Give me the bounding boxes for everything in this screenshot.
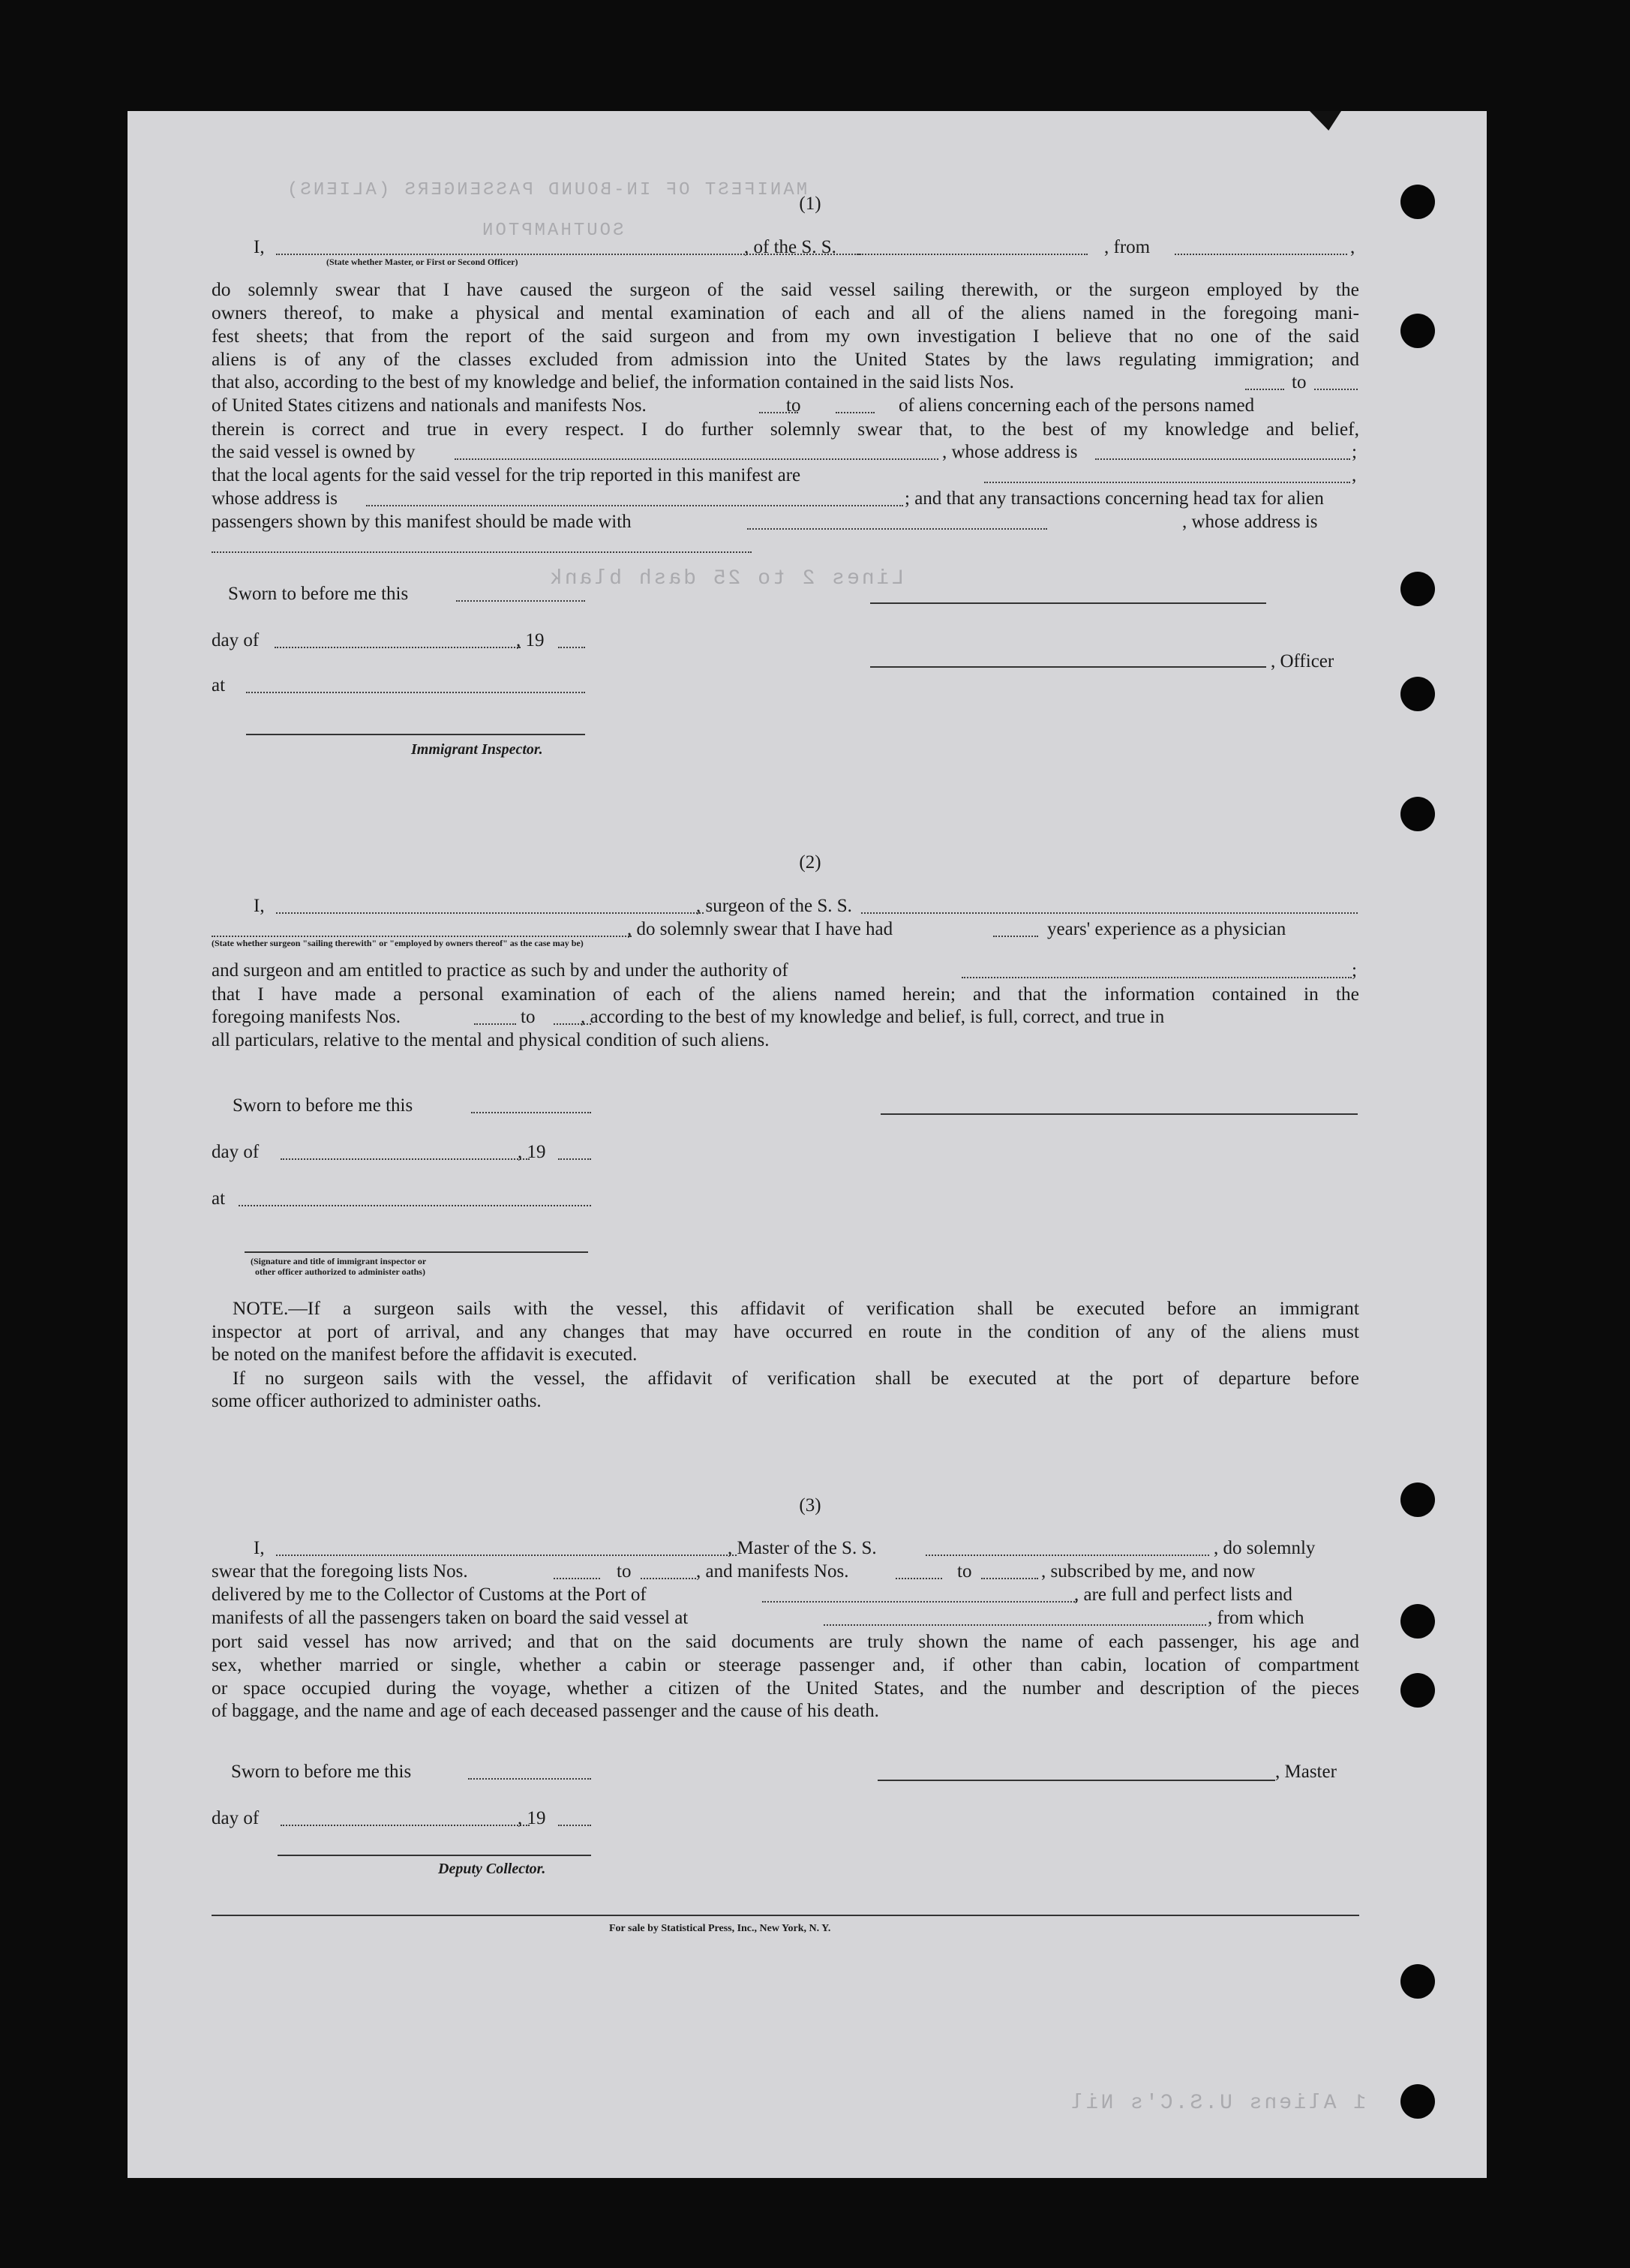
s2-correctness-text: , according to the best of my knowledge and belief, is full, correct, and true in bbox=[581, 1007, 1165, 1027]
punch-hole bbox=[1400, 677, 1435, 711]
punch-hole bbox=[1400, 572, 1435, 606]
s1-head-tax-text: ; and that any transactions concerning head tax for alien bbox=[905, 488, 1324, 509]
s1-agent-address-field[interactable] bbox=[366, 505, 903, 506]
s2-surgeon-status-caption: (State whether surgeon "sailing therewith" or "employed by owners thereof" as the case may be) bbox=[212, 938, 584, 948]
s2-sworn-date-field[interactable] bbox=[471, 1112, 591, 1113]
s3-sworn-label: Sworn to before me this bbox=[231, 1762, 412, 1782]
s1-oath-line-1: do solemnly swear that I have caused the surgeon of the said vessel sailing therewith, or the surgeon employed by the bbox=[212, 278, 1359, 300]
s1-sworn-label: Sworn to before me this bbox=[228, 584, 409, 604]
s3-manifests-to-label: to bbox=[957, 1561, 972, 1582]
bleed-through-totals: 1 Aliens U.S.C's Nil bbox=[1069, 2092, 1367, 2115]
s3-master-signature-line[interactable] bbox=[878, 1780, 1275, 1781]
bleed-through-lines-note: Lines 2 to 25 dash blank bbox=[548, 567, 905, 590]
document-page bbox=[128, 111, 1487, 2178]
s1-year-field[interactable] bbox=[558, 647, 585, 648]
s1-lists-to-label: to bbox=[1292, 372, 1307, 392]
s1-head-tax-label: passengers shown by this manifest should be made with bbox=[212, 512, 632, 532]
s1-master-signature-line[interactable] bbox=[870, 602, 1266, 604]
s2-manifests-from-field[interactable] bbox=[474, 1023, 516, 1025]
footer-rule bbox=[212, 1915, 1359, 1916]
s1-rank-caption: (State whether Master, or First or Second Officer) bbox=[326, 257, 518, 267]
s2-semicolon: ; bbox=[1352, 960, 1357, 981]
s3-day-of-label: day of bbox=[212, 1808, 260, 1828]
footer-printer: For sale by Statistical Press, Inc., New York, N. Y. bbox=[609, 1923, 831, 1934]
s3-master-of-ss-label: , Master of the S. S. bbox=[728, 1538, 877, 1558]
s3-manifests-label: , and manifests Nos. bbox=[696, 1561, 849, 1582]
s2-note-line-5: some officer authorized to administer oaths. bbox=[212, 1391, 542, 1411]
s1-semicolon: ; bbox=[1352, 442, 1357, 462]
s1-owned-by-label: the said vessel is owned by bbox=[212, 442, 416, 462]
s3-port-field[interactable] bbox=[762, 1601, 1077, 1603]
s1-from-port-field[interactable] bbox=[1175, 254, 1347, 255]
s1-inspector-signature-line[interactable] bbox=[246, 734, 585, 735]
s3-collector-signature-line[interactable] bbox=[278, 1855, 591, 1856]
s2-year-label: , 19 bbox=[518, 1142, 546, 1162]
punch-hole bbox=[1400, 314, 1435, 348]
s1-comma: , bbox=[1350, 237, 1355, 257]
s1-oath-line-5: that also, according to the best of my knowledge and belief, the information contained in the said lists Nos. bbox=[212, 372, 1014, 392]
s3-i: I, bbox=[254, 1538, 265, 1558]
s1-year-label: , 19 bbox=[516, 630, 545, 650]
s1-oath-line-3: fest sheets; that from the report of the said surgeon and from my own investigation I believe that no one of the said bbox=[212, 325, 1359, 347]
s1-manifests-to-label: to bbox=[786, 395, 801, 416]
s1-at-label: at bbox=[212, 675, 226, 695]
bleed-through-port: SOUTHAMPTON bbox=[480, 221, 624, 241]
s3-master-name-field[interactable] bbox=[276, 1555, 737, 1556]
s3-lists-from-field[interactable] bbox=[554, 1578, 600, 1579]
s1-owner-field[interactable] bbox=[455, 458, 938, 460]
s1-owner-address-field[interactable] bbox=[1095, 458, 1350, 460]
s2-inspector-signature-line[interactable] bbox=[245, 1251, 588, 1253]
s2-authority-text: and surgeon and am entitled to practice as such by and under the authority of bbox=[212, 960, 788, 981]
s2-surgeon-status-field[interactable] bbox=[212, 936, 632, 937]
s2-experience-text: , do solemnly swear that I have had bbox=[627, 919, 893, 939]
s1-head-tax-address-label: , whose address is bbox=[1182, 512, 1318, 532]
s3-year-label: , 19 bbox=[518, 1808, 546, 1828]
punch-hole bbox=[1400, 1964, 1435, 1999]
s1-head-tax-address-field[interactable] bbox=[212, 551, 752, 553]
s1-oath-line-7: therein is correct and true in every respect. I do further solemnly swear that, to the best of my knowledge and belief, bbox=[212, 418, 1359, 440]
s1-officer-label: , Officer bbox=[1271, 651, 1334, 671]
s3-from-which-text: , from which bbox=[1208, 1608, 1304, 1628]
s2-year-field[interactable] bbox=[558, 1158, 591, 1160]
punch-hole bbox=[1400, 1604, 1435, 1639]
punch-hole bbox=[1400, 1482, 1435, 1517]
s1-at-place-field[interactable] bbox=[246, 692, 585, 693]
s2-sworn-label: Sworn to before me this bbox=[233, 1095, 413, 1116]
s1-agents-label: that the local agents for the said vessel for the trip reported in this manifest are bbox=[212, 465, 801, 485]
s1-sworn-date-field[interactable] bbox=[456, 600, 585, 602]
s3-lists-to-label: to bbox=[617, 1561, 632, 1582]
s1-agents-field[interactable] bbox=[984, 482, 1350, 483]
s3-manifests-to-field[interactable] bbox=[981, 1578, 1038, 1579]
s2-surgeon-signature-line[interactable] bbox=[881, 1113, 1358, 1115]
section-1-number: (1) bbox=[799, 194, 821, 214]
s1-oath-line-6a: of United States citizens and nationals and manifests Nos. bbox=[212, 395, 647, 416]
s1-manifests-to-field[interactable] bbox=[836, 412, 875, 413]
s1-agent-address-label: whose address is bbox=[212, 488, 338, 509]
s1-oath-line-2: owners thereof, to make a physical and mental examination of each and all of the aliens named in the foregoing mani- bbox=[212, 302, 1359, 323]
s1-i: I, bbox=[254, 237, 265, 257]
s3-manifests-from-field[interactable] bbox=[896, 1578, 942, 1579]
s1-from-label: , from bbox=[1104, 237, 1151, 257]
s3-master-label: , Master bbox=[1275, 1762, 1337, 1782]
s3-vessel-name-field[interactable] bbox=[926, 1555, 1209, 1556]
s2-surgeon-of-ss-label: , surgeon of the S. S. bbox=[696, 896, 852, 916]
s1-vessel-name-field[interactable] bbox=[857, 254, 1088, 255]
s1-head-tax-party-field[interactable] bbox=[747, 528, 1047, 530]
s2-day-month-field[interactable] bbox=[281, 1158, 530, 1160]
s1-owner-address-label: , whose address is bbox=[942, 442, 1078, 462]
s3-lists-label: swear that the foregoing lists Nos. bbox=[212, 1561, 468, 1582]
s2-day-of-label: day of bbox=[212, 1142, 260, 1162]
s1-inspector-caption: Immigrant Inspector. bbox=[411, 741, 543, 758]
s2-physician-text: years' experience as a physician bbox=[1047, 919, 1286, 939]
s2-manifests-label: foregoing manifests Nos. bbox=[212, 1007, 401, 1027]
s3-departure-port-field[interactable] bbox=[824, 1624, 1206, 1626]
s3-manifests-passengers-text: manifests of all the passengers taken on board the said vessel at bbox=[212, 1608, 689, 1628]
s1-day-month-field[interactable] bbox=[275, 647, 521, 648]
s2-vessel-name-field[interactable] bbox=[861, 912, 1358, 914]
s1-officer-signature-line[interactable] bbox=[870, 666, 1266, 668]
s2-manifests-to-label: to bbox=[521, 1007, 536, 1027]
s3-oath-line-8: of baggage, and the name and age of each deceased passenger and the cause of his death. bbox=[212, 1701, 879, 1721]
s3-oath-line-7: or space occupied during the voyage, whether a citizen of the United States, and the number and description of the pieces bbox=[212, 1677, 1359, 1699]
s2-at-place-field[interactable] bbox=[239, 1205, 591, 1206]
s2-signature-caption-1: (Signature and title of immigrant inspector or bbox=[251, 1256, 427, 1266]
s3-delivered-text: delivered by me to the Collector of Customs at the Port of bbox=[212, 1585, 647, 1605]
s3-day-month-field[interactable] bbox=[281, 1825, 530, 1826]
s2-note-line-1: NOTE.—If a surgeon sails with the vessel, this affidavit of verification shall be executed before an immigrant bbox=[233, 1297, 1359, 1319]
s1-lists-from-field[interactable] bbox=[1245, 389, 1284, 390]
section-3-number: (3) bbox=[799, 1495, 821, 1516]
s2-signature-caption-2: other officer authorized to administer oaths) bbox=[255, 1266, 425, 1277]
s1-day-of-label: day of bbox=[212, 630, 260, 650]
s3-subscribed-text: , subscribed by me, and now bbox=[1041, 1561, 1256, 1582]
s2-note-line-3: be noted on the manifest before the affidavit is executed. bbox=[212, 1344, 638, 1365]
s3-oath-line-6: sex, whether married or single, whether a cabin or steerage passenger and, if other than cabin, location of compartment bbox=[212, 1654, 1359, 1675]
s3-collector-caption: Deputy Collector. bbox=[438, 1861, 546, 1877]
punch-hole bbox=[1400, 185, 1435, 219]
s2-authority-field[interactable] bbox=[962, 977, 1352, 978]
s1-of-ss-label: , of the S. S. bbox=[744, 237, 836, 257]
s3-lists-to-field[interactable] bbox=[641, 1578, 696, 1579]
s2-years-field[interactable] bbox=[993, 936, 1038, 937]
s3-perfect-lists-text: , are full and perfect lists and bbox=[1074, 1585, 1292, 1605]
s3-sworn-date-field[interactable] bbox=[468, 1778, 591, 1780]
s3-oath-line-5: port said vessel has now arrived; and that on the said documents are truly shown the name of each passenger, his age and bbox=[212, 1630, 1359, 1652]
s2-examination-line: that I have made a personal examination of each of the aliens named herein; and that the information contained in the bbox=[212, 983, 1359, 1005]
s2-note-line-2: inspector at port of arrival, and any changes that may have occurred en route in the condition of any of the aliens must bbox=[212, 1320, 1359, 1342]
s1-oath-line-6c: of aliens concerning each of the persons named bbox=[899, 395, 1255, 416]
s1-oath-line-4: aliens is of any of the classes excluded from admission into the United States by the laws regulating immigration; and bbox=[212, 348, 1359, 370]
s3-solemnly-label: , do solemnly bbox=[1214, 1538, 1316, 1558]
torn-corner-mark bbox=[1310, 111, 1341, 131]
punch-hole bbox=[1400, 797, 1435, 831]
s1-agents-comma: , bbox=[1352, 465, 1357, 485]
punch-hole bbox=[1400, 1673, 1435, 1708]
s3-year-field[interactable] bbox=[558, 1825, 591, 1826]
s2-i: I, bbox=[254, 896, 265, 916]
punch-hole bbox=[1400, 2084, 1435, 2119]
s2-at-label: at bbox=[212, 1188, 226, 1209]
s2-note-line-4: If no surgeon sails with the vessel, the affidavit of verification shall be executed at the port of departure before bbox=[233, 1367, 1359, 1389]
s1-lists-to-field[interactable] bbox=[1314, 389, 1358, 390]
bleed-through-heading: MANIFEST OF IN-BOUND PASSENGERS (ALIENS) bbox=[285, 180, 808, 200]
s2-particulars-line: all particulars, relative to the mental and physical condition of such aliens. bbox=[212, 1030, 770, 1050]
s2-surgeon-name-field[interactable] bbox=[276, 912, 704, 914]
section-2-number: (2) bbox=[799, 852, 821, 873]
